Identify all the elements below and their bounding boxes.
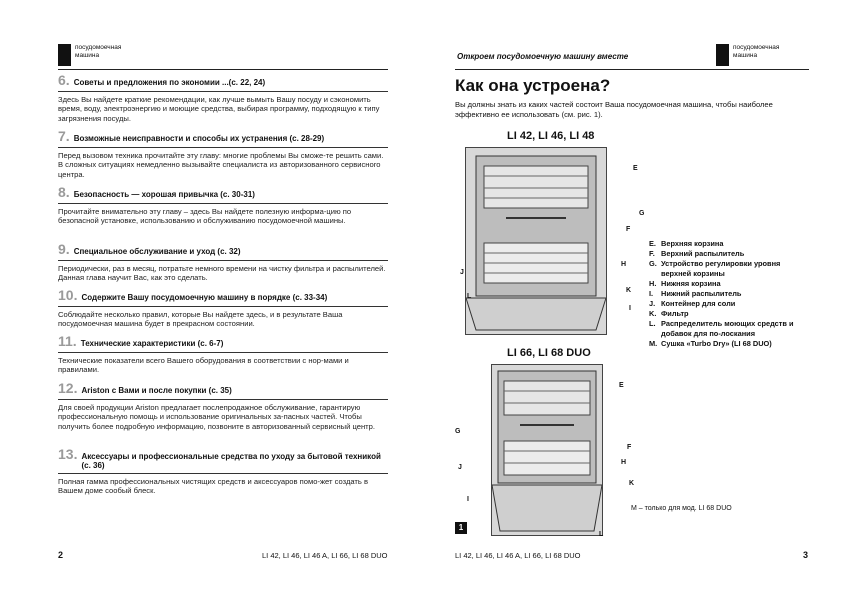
legend-text: Верхняя корзина	[661, 239, 724, 248]
callout-label: H	[621, 459, 627, 466]
section-body: Полная гамма профессиональных чистящих средств и аксессуаров помо-жет создать в Вашем доме сообый блеск.	[58, 477, 369, 496]
section-11	[58, 333, 388, 375]
model-label-top: LI 42, LI 46, LI 48	[507, 130, 595, 142]
section-12	[58, 380, 388, 431]
legend-text: Фильтр	[661, 309, 689, 319]
section-9	[58, 241, 388, 283]
section-heading	[58, 184, 388, 202]
section-number: 10.	[58, 287, 78, 303]
section-number: 13.	[58, 446, 78, 462]
section-body: Здесь Вы найдете краткие рекомендации, как лучше вымыть Вашу посуду и сэкономить время, воду, электроэнергию и моющие средства, выбирая программу, подходящую к типу загрязнения посуды.	[58, 95, 380, 123]
legend-text: Контейнер для соли	[661, 299, 736, 309]
page-number: 3	[803, 550, 809, 560]
section-title: Возможные неисправности и способы их устранения (с. 28-29)	[73, 134, 325, 143]
section-10	[58, 287, 388, 329]
legend-text: Распределитель моющих средств и добавок для по-лоскания	[661, 319, 794, 338]
section-rule	[58, 147, 388, 148]
logo-block	[58, 44, 71, 66]
section-8	[58, 184, 388, 226]
callout-label: L	[599, 531, 604, 538]
section-rule	[58, 260, 388, 261]
section-body: Перед вызовом техника прочитайте эту главу: многие проблемы Вы сможе-те решить сами. В сложных ситуациях немедленно вызывайте специалиста из авторизованного сервисного центра.	[58, 151, 384, 179]
section-7	[58, 128, 388, 179]
callout-label: H	[621, 261, 627, 268]
legend-text: Нижний распылитель	[661, 288, 742, 298]
section-number: 11.	[58, 333, 77, 349]
section-number: 8.	[58, 184, 70, 200]
callout-label: I	[629, 305, 631, 312]
section-rule	[58, 473, 388, 474]
legend-key: L.	[649, 319, 656, 329]
section-body: Прочитайте внимательно эту главу – здесь Вы найдете полезную информа-цию по безопасной установке, использованию и обслуживанию посудомоечной машины.	[58, 207, 352, 226]
section-rule	[58, 306, 388, 307]
dishwasher-illustration	[492, 365, 602, 535]
parts-legend	[649, 239, 809, 349]
legend-key: J.	[649, 299, 656, 309]
legend-item	[649, 239, 809, 249]
callout-label: J	[458, 464, 462, 471]
legend-item	[649, 279, 809, 289]
callout-label: E	[633, 165, 638, 172]
callout-label: G	[639, 210, 645, 217]
section-heading	[58, 446, 388, 472]
section-body: Соблюдайте несколько правил, которые Вы найдете здесь, и в результате Ваша посудомоечная машина будет в прекрасном состоянии.	[58, 310, 343, 329]
dishwasher-illustration	[466, 148, 606, 334]
legend-text: Сушка «Turbo Dry» (LI 68 DUO)	[661, 338, 772, 348]
logo-block	[716, 44, 729, 66]
legend-item	[649, 339, 809, 349]
legend-text: Нижняя корзина	[661, 278, 721, 288]
legend-key: F.	[649, 249, 655, 259]
section-title: Специальное обслуживание и уход (с. 32)	[73, 247, 241, 256]
callout-label: G	[455, 428, 461, 435]
section-body: Технические показатели всего Вашего оборудования в соответствии с нор-мами и правилами.	[58, 356, 349, 375]
intro-text: Вы должны знать из каких частей состоит Ваша посудомоечная машина, чтобы наиболее эффективно ее использовать (см. рис. 1).	[455, 100, 773, 119]
dishwasher-diagram-top	[465, 147, 607, 335]
callout-label: J	[460, 269, 464, 276]
section-rule	[58, 399, 388, 400]
section-rule	[58, 352, 388, 353]
header-rule	[455, 69, 809, 70]
callout-label: I	[467, 496, 469, 503]
dishwasher-diagram-bottom	[491, 364, 603, 536]
page-footer: LI 42, LI 46, LI 46 A, LI 66, LI 68 DUO	[262, 551, 388, 560]
logo-text: посудомоечная машина	[733, 44, 780, 59]
section-title: Ariston с Вами и после покупки (с. 35)	[81, 386, 232, 395]
page-number: 2	[58, 550, 64, 560]
m-note: M – только для мод. LI 68 DUO	[631, 505, 732, 512]
page-footer: LI 42, LI 46, LI 46 A, LI 66, LI 68 DUO	[455, 551, 581, 560]
section-rule	[58, 91, 388, 92]
section-body: Для своей продукции Ariston предлагает послепродажное обслуживание, гарантирую профессиональную помощь и использование оригинальных за-пасных частей. Чтобы получить более подробную информацию, позвоните в авторизованный сервисный центр.	[58, 403, 375, 431]
legend-item	[649, 249, 809, 259]
section-title: Технические характеристики (с. 6-7)	[80, 339, 224, 348]
header-rule	[58, 69, 388, 70]
section-number: 9.	[58, 241, 70, 257]
section-header: Откроем посудомоечную машину вместе	[457, 52, 629, 61]
legend-key: M.	[649, 338, 658, 348]
section-heading	[58, 72, 388, 90]
callout-label: L	[467, 293, 472, 300]
section-title: Содержите Вашу посудомоечную машину в порядке (с. 33-34)	[81, 293, 328, 302]
section-heading	[58, 333, 388, 351]
brand-logo-right	[716, 44, 779, 66]
right-page	[421, 0, 842, 595]
legend-key: G.	[649, 259, 657, 269]
legend-item	[649, 289, 809, 299]
section-13	[58, 446, 388, 496]
section-title: Безопасность — хорошая привычка (с. 30-31)	[73, 190, 255, 199]
section-number: 6.	[58, 72, 70, 88]
logo-text: посудомоечная машина	[75, 44, 122, 59]
legend-item	[649, 299, 809, 309]
section-rule	[58, 203, 388, 204]
callout-label: F	[627, 444, 632, 451]
section-heading	[58, 128, 388, 146]
section-heading	[58, 287, 388, 305]
section-title: Советы и предложения по экономии ...(с. 22, 24)	[73, 78, 266, 87]
section-number: 12.	[58, 380, 78, 396]
legend-key: K.	[649, 309, 657, 319]
callout-label: F	[626, 226, 631, 233]
legend-item	[649, 259, 809, 278]
legend-text: Устройство регулировки уровня верхней корзины	[661, 259, 781, 278]
callout-label: K	[626, 287, 632, 294]
brand-logo	[58, 44, 121, 66]
section-number: 7.	[58, 128, 70, 144]
legend-item	[649, 309, 809, 319]
legend-key: H.	[649, 278, 657, 288]
section-title: Аксессуары и профессиональные средства по уходу за бытовой техникой (с. 36)	[81, 452, 381, 470]
figure-badge: 1	[455, 522, 467, 534]
model-label-bottom: LI 66, LI 68 DUO	[507, 347, 591, 359]
legend-text: Верхний распылитель	[661, 249, 745, 259]
callout-label: K	[629, 480, 635, 487]
callout-label: E	[619, 382, 624, 389]
page-title: Как она устроена?	[455, 76, 611, 95]
section-6	[58, 72, 388, 123]
legend-key: I.	[649, 288, 654, 298]
section-heading	[58, 380, 388, 398]
legend-key: E.	[649, 239, 656, 248]
legend-item	[649, 319, 809, 338]
section-heading	[58, 241, 388, 259]
section-body: Периодически, раз в месяц, потратьте немного времени на чистку фильтра и распылителей. Данная глава научит Вас, как это сделать.	[58, 264, 386, 283]
